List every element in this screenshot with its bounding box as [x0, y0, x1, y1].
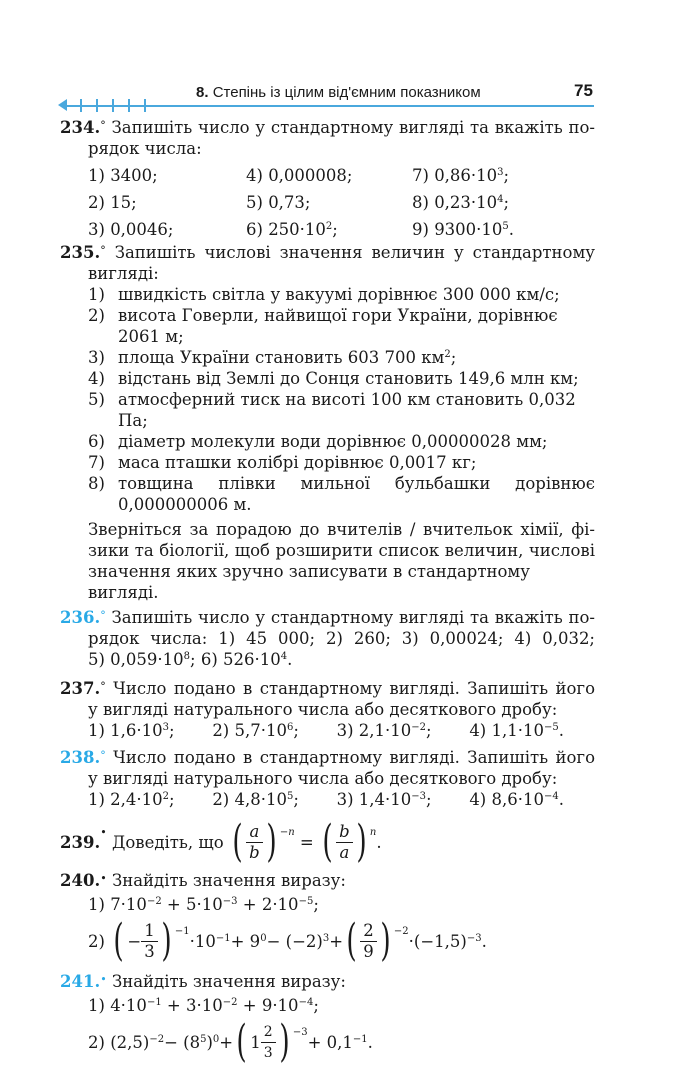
ruler-tick — [80, 99, 82, 112]
answer-grid: 1) 3400; 4) 0,000008; 7) $0,86\cdot 10^3$; 2) 15; 5) 0,73; 8) $0,23\cdot 10^4$; 3) 0,0046; 6) $250\cdot 10^2$; 9) $9300\cdot 10^5$. — [88, 166, 515, 239]
page-header — [0, 78, 695, 108]
page-content — [60, 117, 596, 1067]
problem-240: 240.• Знайдіть значення виразу: 1) $7\cdot 10^{-2} + 5\cdot 10^{-3} + 2\cdot 10^{-5}$; 2) ( − $\frac{1}{3}$ ) −1 ·10 $^{-1}$ + 9 $^0$ − (−2) $^3$ + ( $\frac{2}{9}$ ) −2 ·(−1,5) $^{-3}$ . — [60, 871, 487, 966]
problem-238: 238.° Число подано в стандартному вигляді. Запишіть його у вигляді натурального числа або десяткового дробу: 1) $2,4\cdot 10^2$; 2) $4,8\cdot 10^5$; 3) $1,4\cdot 10^{-3}$; 4) $8,6\cdot 10^{-4}$. — [60, 748, 596, 809]
problem-235: 235.° Запишіть числові значення величин у стандартному вигляді: 1) швидкість світла у вакуумі дорівнює 300 000 км/с; 2) висота Говерли, найвищої гори України, дорівнює 2061 м; 3) площа України становить 603 700 $км^2$; 4) відстань від Землі до Сонця становить 149,6 млн км; 5) атмосферний тиск на висоті 100 км становить 0,032 Па; 6) діаметр молекули води дорівнює 0,00000028 мм; 7) маса пташки колібрі дорівнює 0,0017 кг; 8) товщина плівки мильної бульбашки дорівнює 0,000000006 м. Зверніться за порадою до вчителів / вчительок хімії, фі- зики та біології, щоб розширити список величин, числові значення яких зручно записувати в стандартному вигляді. — [60, 243, 595, 602]
problem-241: 241.• Знайдіть значення виразу: 1) $4\cdot 10^{-1} + 3\cdot 10^{-2} + 9\cdot 10^{-4}$; 2) (2,5) $^{-2}$ − (8 $^5$ ) $^0$ + ( 1 $\frac{2}{3}$ ) −3 + 0,1 $^{-1}$ . — [60, 972, 373, 1067]
ruler-tick — [112, 99, 114, 112]
page-number: 75 — [574, 81, 593, 100]
problem-237: 237.° Число подано в стандартному вигляді. Запишіть його у вигляді натурального числа або десяткового дробу: 1) $1,6\cdot 10^3$; 2) $5,7\cdot 10^6$; 3) $2,1\cdot 10^{-2}$; 4) $1,1\cdot 10^{-5}$. — [60, 679, 596, 740]
ruler-tick — [128, 99, 130, 112]
quantity-list: 1) швидкість світла у вакуумі дорівнює 300 000 км/с; 2) висота Говерли, найвищої гори України, дорівнює 2061 м; 3) площа України становить 603 700 $км^2$; 4) відстань від Землі до Сонця становить 149,6 млн км; 5) атмосферний тиск на висоті 100 км становить 0,032 Па; 6) діаметр молекули води дорівнює 0,00000028 мм; 7) маса пташки колібрі дорівнює 0,0017 кг; 8) товщина плівки мильної бульбашки дорівнює 0,000000006 м. — [88, 285, 595, 514]
problem-236: 236.° Запишіть число у стандартному вигляді та вкажіть по- рядок числа: 1) 45 000; 2) 260; 3) 0,00024; 4) 0,032; 5) $0,059\cdot 10^8$; 6) $526\cdot 10^4$. — [60, 608, 595, 669]
problem-239: 239. • Доведіть, що ( $\frac{a}{b}$ ) −n = ( $\frac{b}{a}$ ) n . — [60, 816, 382, 867]
ruler-tick — [144, 99, 146, 112]
ruler-tick — [96, 99, 98, 112]
chapter-title: 8. Степінь із цілим від'ємним показником — [196, 84, 481, 101]
problem-234: 234.° Запишіть число у стандартному вигляді та вкажіть по- рядок числа: 1) 3400; 4) 0,000008; 7) $0,86\cdot 10^3$; 2) 15; 5) 0,73; 8) $0,23\cdot 10^4$; 3) 0,0046; 6) $250\cdot 10^2$; 9) $9300\cdot 10^5$. — [60, 118, 595, 239]
